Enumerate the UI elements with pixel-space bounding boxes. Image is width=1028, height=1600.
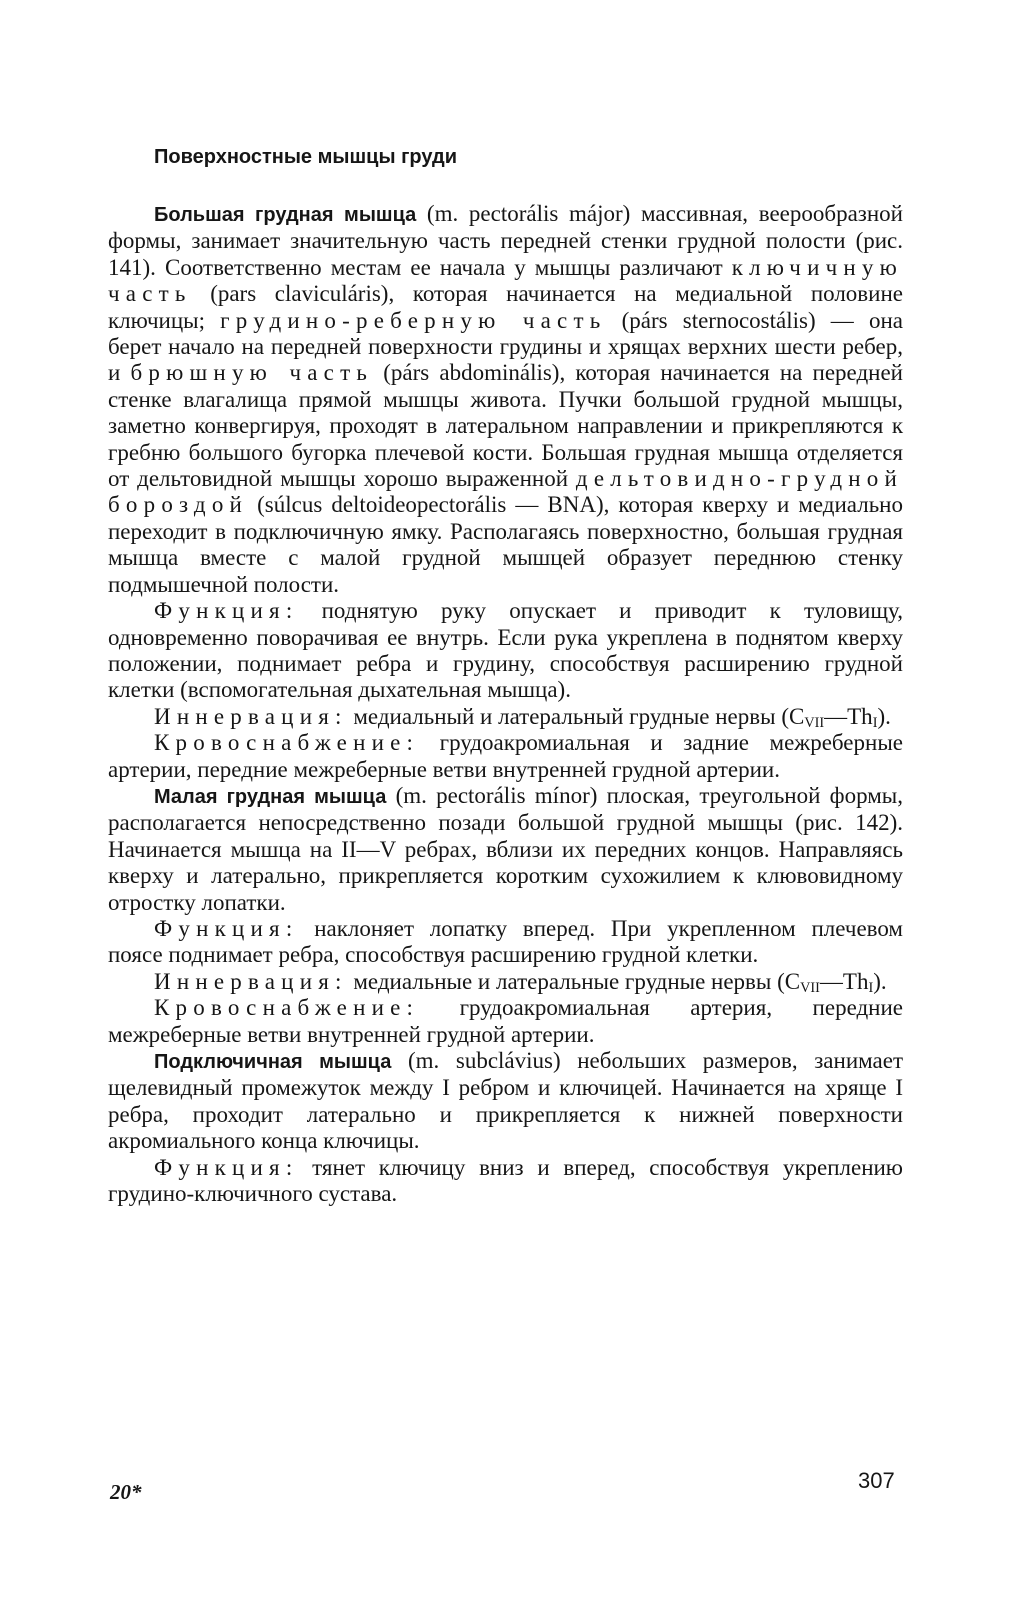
text: медиальный и латеральный грудные нервы (C [347,703,805,729]
text: (m. pectorális májor) массивная, веерообразной формы, занимает значительную часть передней стенки грудной полости (рис. 141). Соответственно местам ее начала у мышцы различают [108,201,903,280]
text: медиальные и латеральные грудные нервы (C [347,968,801,994]
paragraph-function [108,1155,903,1208]
label-function: Функция: [154,915,299,941]
spaced-term: ключичную часть [108,254,903,307]
subscript: I [868,979,874,996]
text: наклоняет лопатку вперед. При укрепленном плечевом поясе поднимает ребра, способствуя расширению грудной клетки. [108,915,903,968]
subscript: VII [804,714,825,731]
subscript: I [872,714,878,731]
label-innervation: Иннервация: [154,703,348,729]
section-heading: Поверхностные мышцы груди [154,146,457,168]
label-innervation: Иннервация: [154,968,348,994]
text: грудоакромиальная и задние межреберные артерии, передние межреберные ветви внутренней грудной артерии. [108,730,903,782]
term-pectoralis-major: Большая грудная мышца [154,204,417,226]
text: (párs abdominális), которая начинается на передней стенке влагалища прямой мышцы живота. Пучки большой грудной мышцы, заметно конвергируя, проходят в латеральном направлении и прикрепляются к гребню большого бугорка плечевой кости. Большая грудная мышца отделяется от дельтовидной мышцы хорошо выраженной [108,360,903,492]
text: поднятую руку опускает и приводит к туловищу, одновременно поворачивая ее внутрь. Если рука укреплена в поднятом кверху положении, поднимает ребра и грудину, способствуя расширению грудной клетки (вспомогательная дыхательная мышца). [108,598,903,703]
paragraph-innervation [108,969,903,995]
paragraph-pectoralis-minor [108,783,903,916]
text: (pars claviculáris), которая начинается на медиальной половине ключицы; [108,281,903,333]
paragraph-function [108,916,903,969]
label-blood-supply: Кровоснабжение: [154,995,420,1021]
label-blood-supply: Кровоснабжение: [154,730,420,756]
text: (m. pectorális mínor) плоская, треугольной формы, располагается непосредственно позади большой грудной мышцы (рис. 142). Начинается мышца на II—V ребрах, вблизи их передних концов. Направляясь кверху и латерально, прикрепляется коротким сухожилием к клювовидному отростку лопатки. [108,782,903,915]
page-number: 307 [858,1468,895,1493]
paragraph-subclavius [108,1048,903,1155]
spaced-term: грудино-реберную часть [220,307,607,333]
paragraph-blood-supply [108,995,903,1048]
term-pectoralis-minor: Малая грудная мышца [154,785,387,808]
paragraph-innervation [108,704,903,730]
spaced-term: брюшную часть [130,360,374,386]
signature-mark: 20* [110,1480,142,1504]
spaced-term: дельтовидно-грудной бороздой [108,466,903,518]
subscript: VII [800,979,820,996]
text: ). [873,968,887,994]
paragraph-pectoralis-major [108,201,903,598]
label-function: Функция: [154,598,299,624]
text: грудоакромиальная артерия, передние межреберные ветви внутренней грудной артерии. [108,995,903,1047]
text: —Th [824,703,873,729]
text: (súlcus deltoideopectorális — BNA), которая кверху и медиально переходит в подключичную ямку. Располагаясь поверхностно, большая грудная мышца вместе с малой грудной мышцей образует переднюю стенку подмышечной полости. [108,492,903,597]
text: (m. subclávius) небольших размеров, занимает щелевидный промежуток между I ребром и ключицей. Начинается на хряще I ребра, проходит латерально и прикрепляется к нижней поверхности акромиального конца ключицы. [108,1048,903,1154]
label-function: Функция: [154,1154,299,1180]
term-subclavius: Подключичная мышца [154,1051,392,1073]
text: ). [877,703,891,729]
text: —Th [819,968,869,994]
text: тянет ключицу вниз и вперед, способствуя укреплению грудино-ключичного сустава. [108,1154,903,1207]
paragraph-function [108,598,903,704]
text: (párs sternocostális) — она берет начало на передней поверхности грудины и хрящах верхних шести ребер, и [108,307,903,386]
paragraph-blood-supply [108,730,903,783]
body-text [108,201,903,1207]
